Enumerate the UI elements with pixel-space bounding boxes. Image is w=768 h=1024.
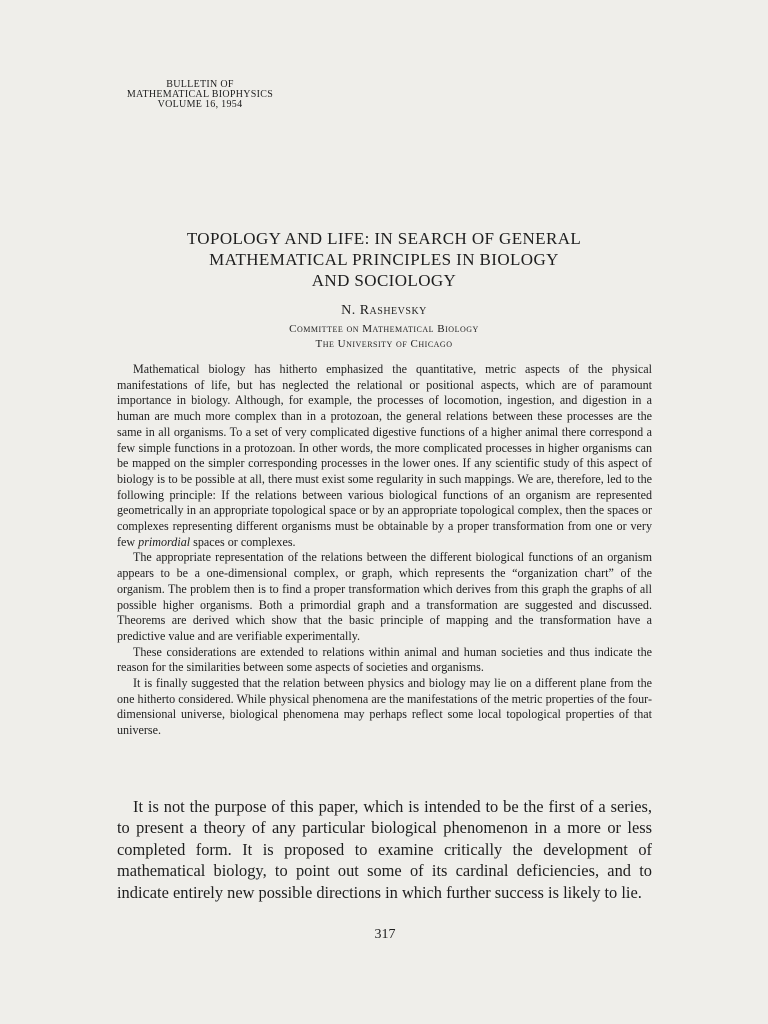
abstract-paragraph: It is finally suggested that the relation between physics and biology may lie on a different plane from the one hitherto considered. While physical phenomena are the manifestations of the metric properties of the four-dimensional universe, biological phenomena may perhaps reflect some local topological properties of that universe. bbox=[117, 676, 652, 738]
author-name: N. Rashevsky bbox=[341, 303, 427, 318]
abstract-paragraph: These considerations are extended to relations within animal and human societies and thus indicate the reason for the similarities between some aspects of societies and organisms. bbox=[117, 644, 652, 675]
body-paragraph: It is not the purpose of this paper, which is intended to be the first of a series, to present a theory of any particular biological phenomenon in a more or less completed form. It is proposed to examine critically the development of mathematical biology, to point out some of its cardinal deficiencies, and to indicate entirely new possible directions in which further success is likely to lie. bbox=[117, 797, 652, 902]
abstract bbox=[117, 362, 652, 739]
abstract-text: Mathematical biology has hitherto emphasized the quantitative, metric aspects of the physical manifestations of life, but has neglected the relational or positional aspects, which are of paramount importance in biology. Although, for example, the processes of locomotion, ingestion, and digestion in a human are much more complex than in a protozoan, the general relations between these processes are the same in all organisms. To a set of very complicated digestive functions of a higher animal there correspond a few simple functions in a protozoan. In other words, the more complicated processes in higher organisms can be mapped on the simpler corresponding processes in the lower ones. If any scientific study of this aspect of biology is to be possible at all, there must exist some regularity in such mappings. We are, therefore, led to the following principle: If the relations between various biological functions of an organism are represented geometrically in an appropriate topological space or by an appropriate topological complex, then the spaces or complexes representing different organisms must be obtainable by a proper transformation from one or very few bbox=[117, 362, 652, 549]
title-line2: MATHEMATICAL PRINCIPLES IN BIOLOGY bbox=[209, 250, 559, 269]
journal-name-line2: MATHEMATICAL BIOPHYSICS bbox=[126, 89, 274, 100]
paper-title bbox=[100, 228, 668, 291]
affiliation-line1: Committee on Mathematical Biology bbox=[289, 323, 479, 335]
abstract-paragraph bbox=[117, 362, 652, 550]
author-affiliation bbox=[100, 322, 668, 352]
title-line3: AND SOCIOLOGY bbox=[311, 271, 457, 290]
abstract-emphasis: primordial bbox=[138, 534, 191, 549]
journal-volume: VOLUME 16, 1954 bbox=[157, 99, 243, 110]
journal-name-line1: BULLETIN OF bbox=[166, 79, 234, 90]
body-text bbox=[117, 796, 652, 903]
title-line1: TOPOLOGY AND LIFE: IN SEARCH OF GENERAL bbox=[186, 229, 582, 248]
abstract-paragraph: The appropriate representation of the relations between the different biological functions of an organism appears to be a one-dimensional complex, or graph, which represents the “organization chart” of the organism. The problem then is to find a proper transformation which derives from this graph the graphs of all possible higher organisms. Both a primordial graph and a transformation are suggested and discussed. Theorems are derived which show that the basic principle of mapping and the transformation have a predictive value and are verifiable experimentally. bbox=[117, 550, 652, 643]
journal-header bbox=[110, 80, 290, 110]
abstract-text: spaces or complexes. bbox=[190, 534, 296, 549]
affiliation-line2: The University of Chicago bbox=[315, 338, 453, 350]
page-number: 317 bbox=[374, 927, 396, 942]
